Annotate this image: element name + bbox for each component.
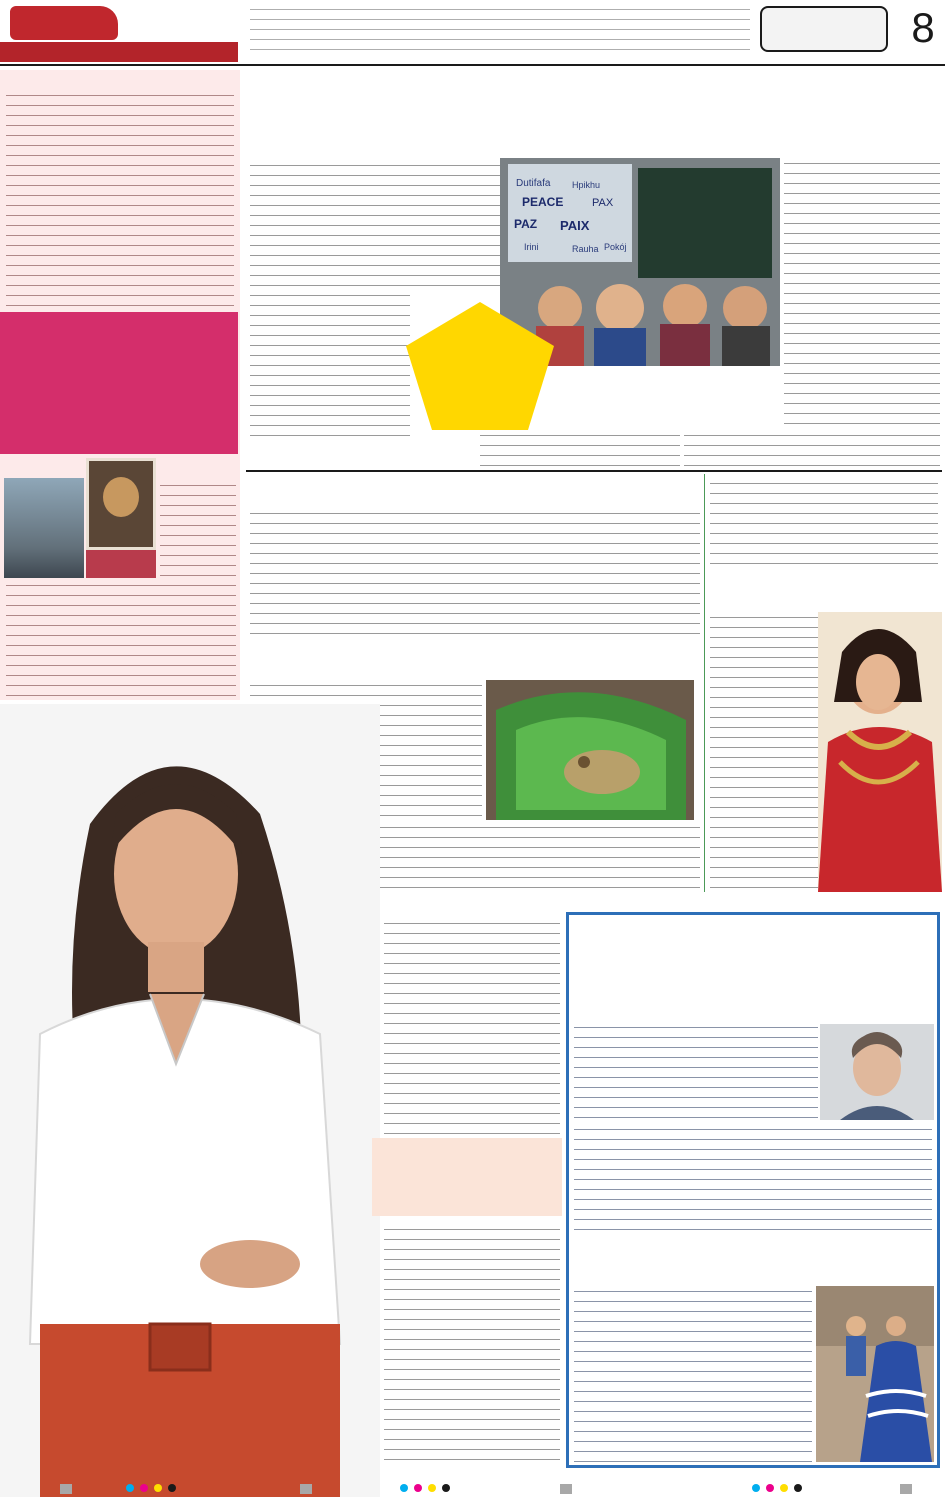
peace-word-5: PAZ <box>514 217 538 231</box>
frog-body <box>564 750 640 794</box>
masthead-rule <box>0 64 945 66</box>
registration-footer <box>0 1470 945 1497</box>
dog-story-side-text <box>160 480 236 578</box>
reg-dots-center <box>400 1482 480 1494</box>
dog-ceremony-photo-2 <box>86 550 156 578</box>
reg-bar-1 <box>60 1484 72 1494</box>
capsicum-frog-graphic <box>486 680 694 820</box>
matrubhasha-body-left <box>250 160 510 290</box>
dateline-bar <box>0 42 238 62</box>
larry-tesler-headline <box>574 922 932 1014</box>
rekha-body <box>710 612 818 890</box>
peace-word-8: Rauha <box>572 244 599 254</box>
gown-photo <box>816 1286 934 1462</box>
gown-photo-graphic <box>816 1286 934 1462</box>
matrubhasha-body-right <box>784 158 940 430</box>
matrubhasha-body-bottom <box>480 430 680 472</box>
peace-word-9: Pokój <box>604 242 627 252</box>
tesler-portrait-graphic <box>820 1024 934 1120</box>
peace-word-1: PEACE <box>522 195 564 209</box>
tabu-photo <box>0 704 380 1497</box>
tabu-story-body-top <box>384 918 560 1138</box>
reg-dots-right <box>752 1482 872 1494</box>
peace-word-3: Dutifafa <box>516 178 551 189</box>
kicker-pentagon <box>404 300 556 432</box>
tabu-photo-graphic <box>0 704 380 1497</box>
reg-bar-4 <box>900 1484 912 1494</box>
capsicum-frog-photo <box>486 680 694 820</box>
kukurara-pindadana-banner <box>0 312 238 454</box>
capsicum-headline-banner <box>252 636 696 676</box>
masthead <box>0 0 945 62</box>
tabu-story-body-bottom <box>384 1224 560 1468</box>
rekha-photo-graphic <box>818 612 942 892</box>
rekha-headline-banner <box>706 570 942 610</box>
reg-bar-3 <box>560 1484 572 1494</box>
section-divider-1 <box>246 470 942 472</box>
tesler-body <box>574 1124 932 1230</box>
newspaper-logo <box>10 6 118 40</box>
dog-face <box>103 477 139 517</box>
reg-bar-2 <box>300 1484 312 1494</box>
peace-word-6: PAIX <box>560 218 590 233</box>
tesler-body-left <box>574 1022 818 1122</box>
matrubhasha-body-left-2 <box>250 290 410 440</box>
rekha-photo <box>818 612 942 892</box>
matrubhasha-body-right-bottom <box>684 430 940 472</box>
matrubhasha-diwas-kicker <box>404 300 556 432</box>
dog-story-bottom-text <box>6 580 236 698</box>
main-headline <box>152 84 942 148</box>
peace-word-7: Irini <box>524 242 539 252</box>
masthead-center-text <box>250 4 750 58</box>
fursat-section-logo <box>760 6 888 52</box>
page-number: 8 <box>911 4 935 51</box>
tesler-portrait <box>820 1024 934 1120</box>
nadi-body <box>250 508 700 634</box>
gown-story-headline <box>574 1238 932 1282</box>
peace-word-4: Hpikhu <box>572 180 601 190</box>
peace-word-2: PAX <box>592 197 614 209</box>
gown-story-body <box>574 1286 812 1462</box>
dog-portrait-photo <box>86 458 156 550</box>
dog-ceremony-photo-1 <box>4 478 84 578</box>
reg-dots-left <box>126 1482 246 1494</box>
tabu-pullquote-box <box>372 1138 562 1216</box>
rekha-intro-text <box>710 478 938 570</box>
